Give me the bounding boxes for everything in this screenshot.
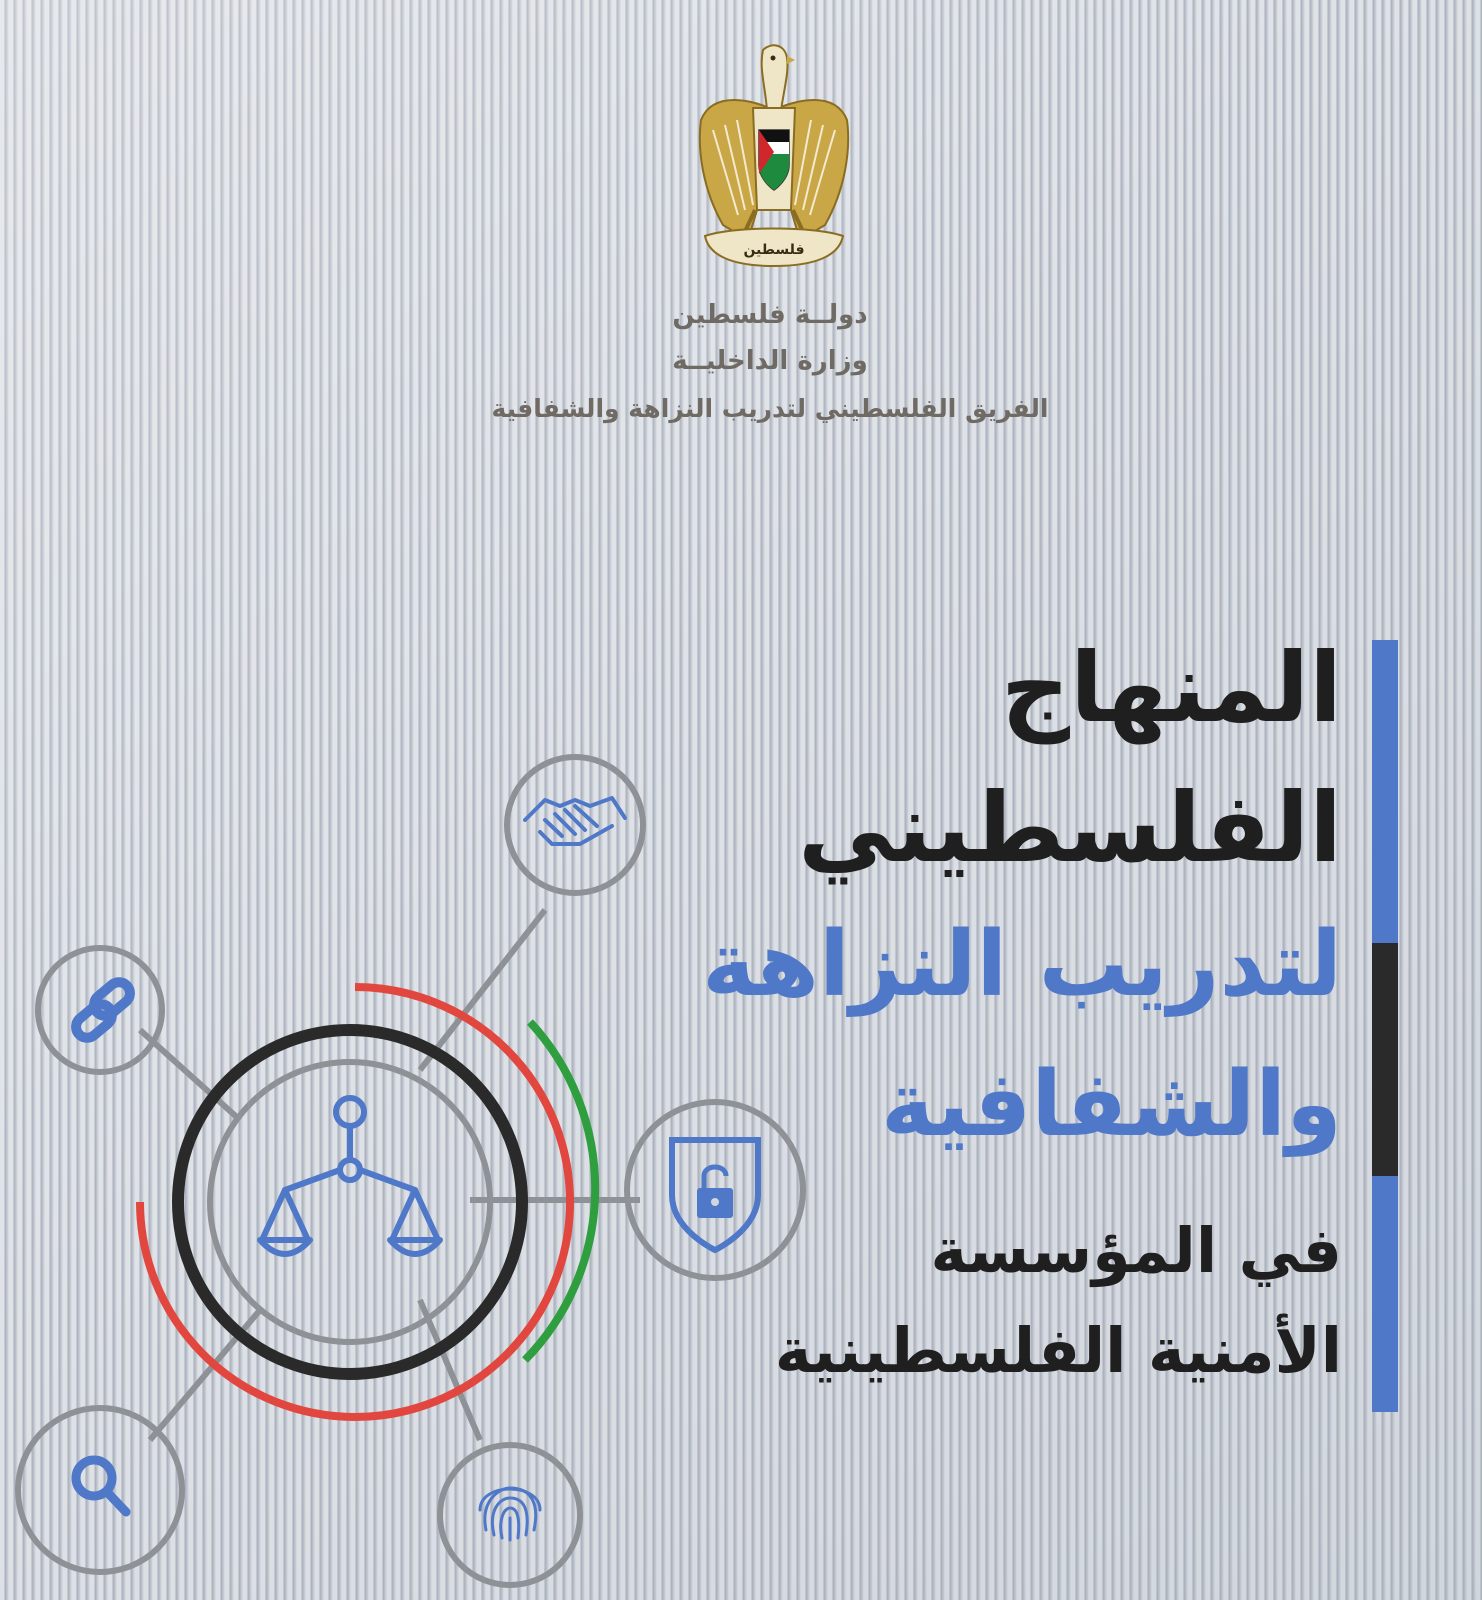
integrity-network-graphic [0, 740, 900, 1600]
green-arc [525, 1022, 595, 1360]
emblem-label: فلسطين [743, 242, 805, 258]
title-line-1: المنهاج [1000, 632, 1342, 744]
side-bar-black [1372, 943, 1398, 1176]
title-line-6: الأمنية الفلسطينية [774, 1314, 1342, 1387]
header-state: دولــة فلسطين [672, 300, 868, 330]
header-ministry: وزارة الداخليــة [672, 346, 868, 376]
padlock-shield-icon [672, 1140, 758, 1250]
magnifier-icon [76, 1460, 126, 1512]
magnifier-node [18, 1408, 182, 1572]
header-team: الفريق الفلسطيني لتدريب النزاهة والشفافية [491, 394, 1049, 423]
chain-link-icon [72, 978, 135, 1043]
scales-of-justice-icon [260, 1098, 440, 1254]
fingerprint-node [440, 1445, 580, 1585]
title-line-3: لتدريب النزاهة [702, 912, 1342, 1017]
side-bar-blue-bottom [1372, 1176, 1398, 1412]
fingerprint-icon [480, 1488, 540, 1540]
handshake-node [507, 757, 643, 893]
title-line-4: والشفافية [881, 1052, 1342, 1157]
palestine-emblem [693, 40, 855, 275]
title-line-5: في المؤسسة [930, 1214, 1342, 1287]
center-gray-ring [210, 1062, 490, 1342]
handshake-icon [525, 798, 625, 844]
side-bar-blue-top [1372, 640, 1398, 943]
title-line-2: الفلسطيني [798, 772, 1342, 884]
